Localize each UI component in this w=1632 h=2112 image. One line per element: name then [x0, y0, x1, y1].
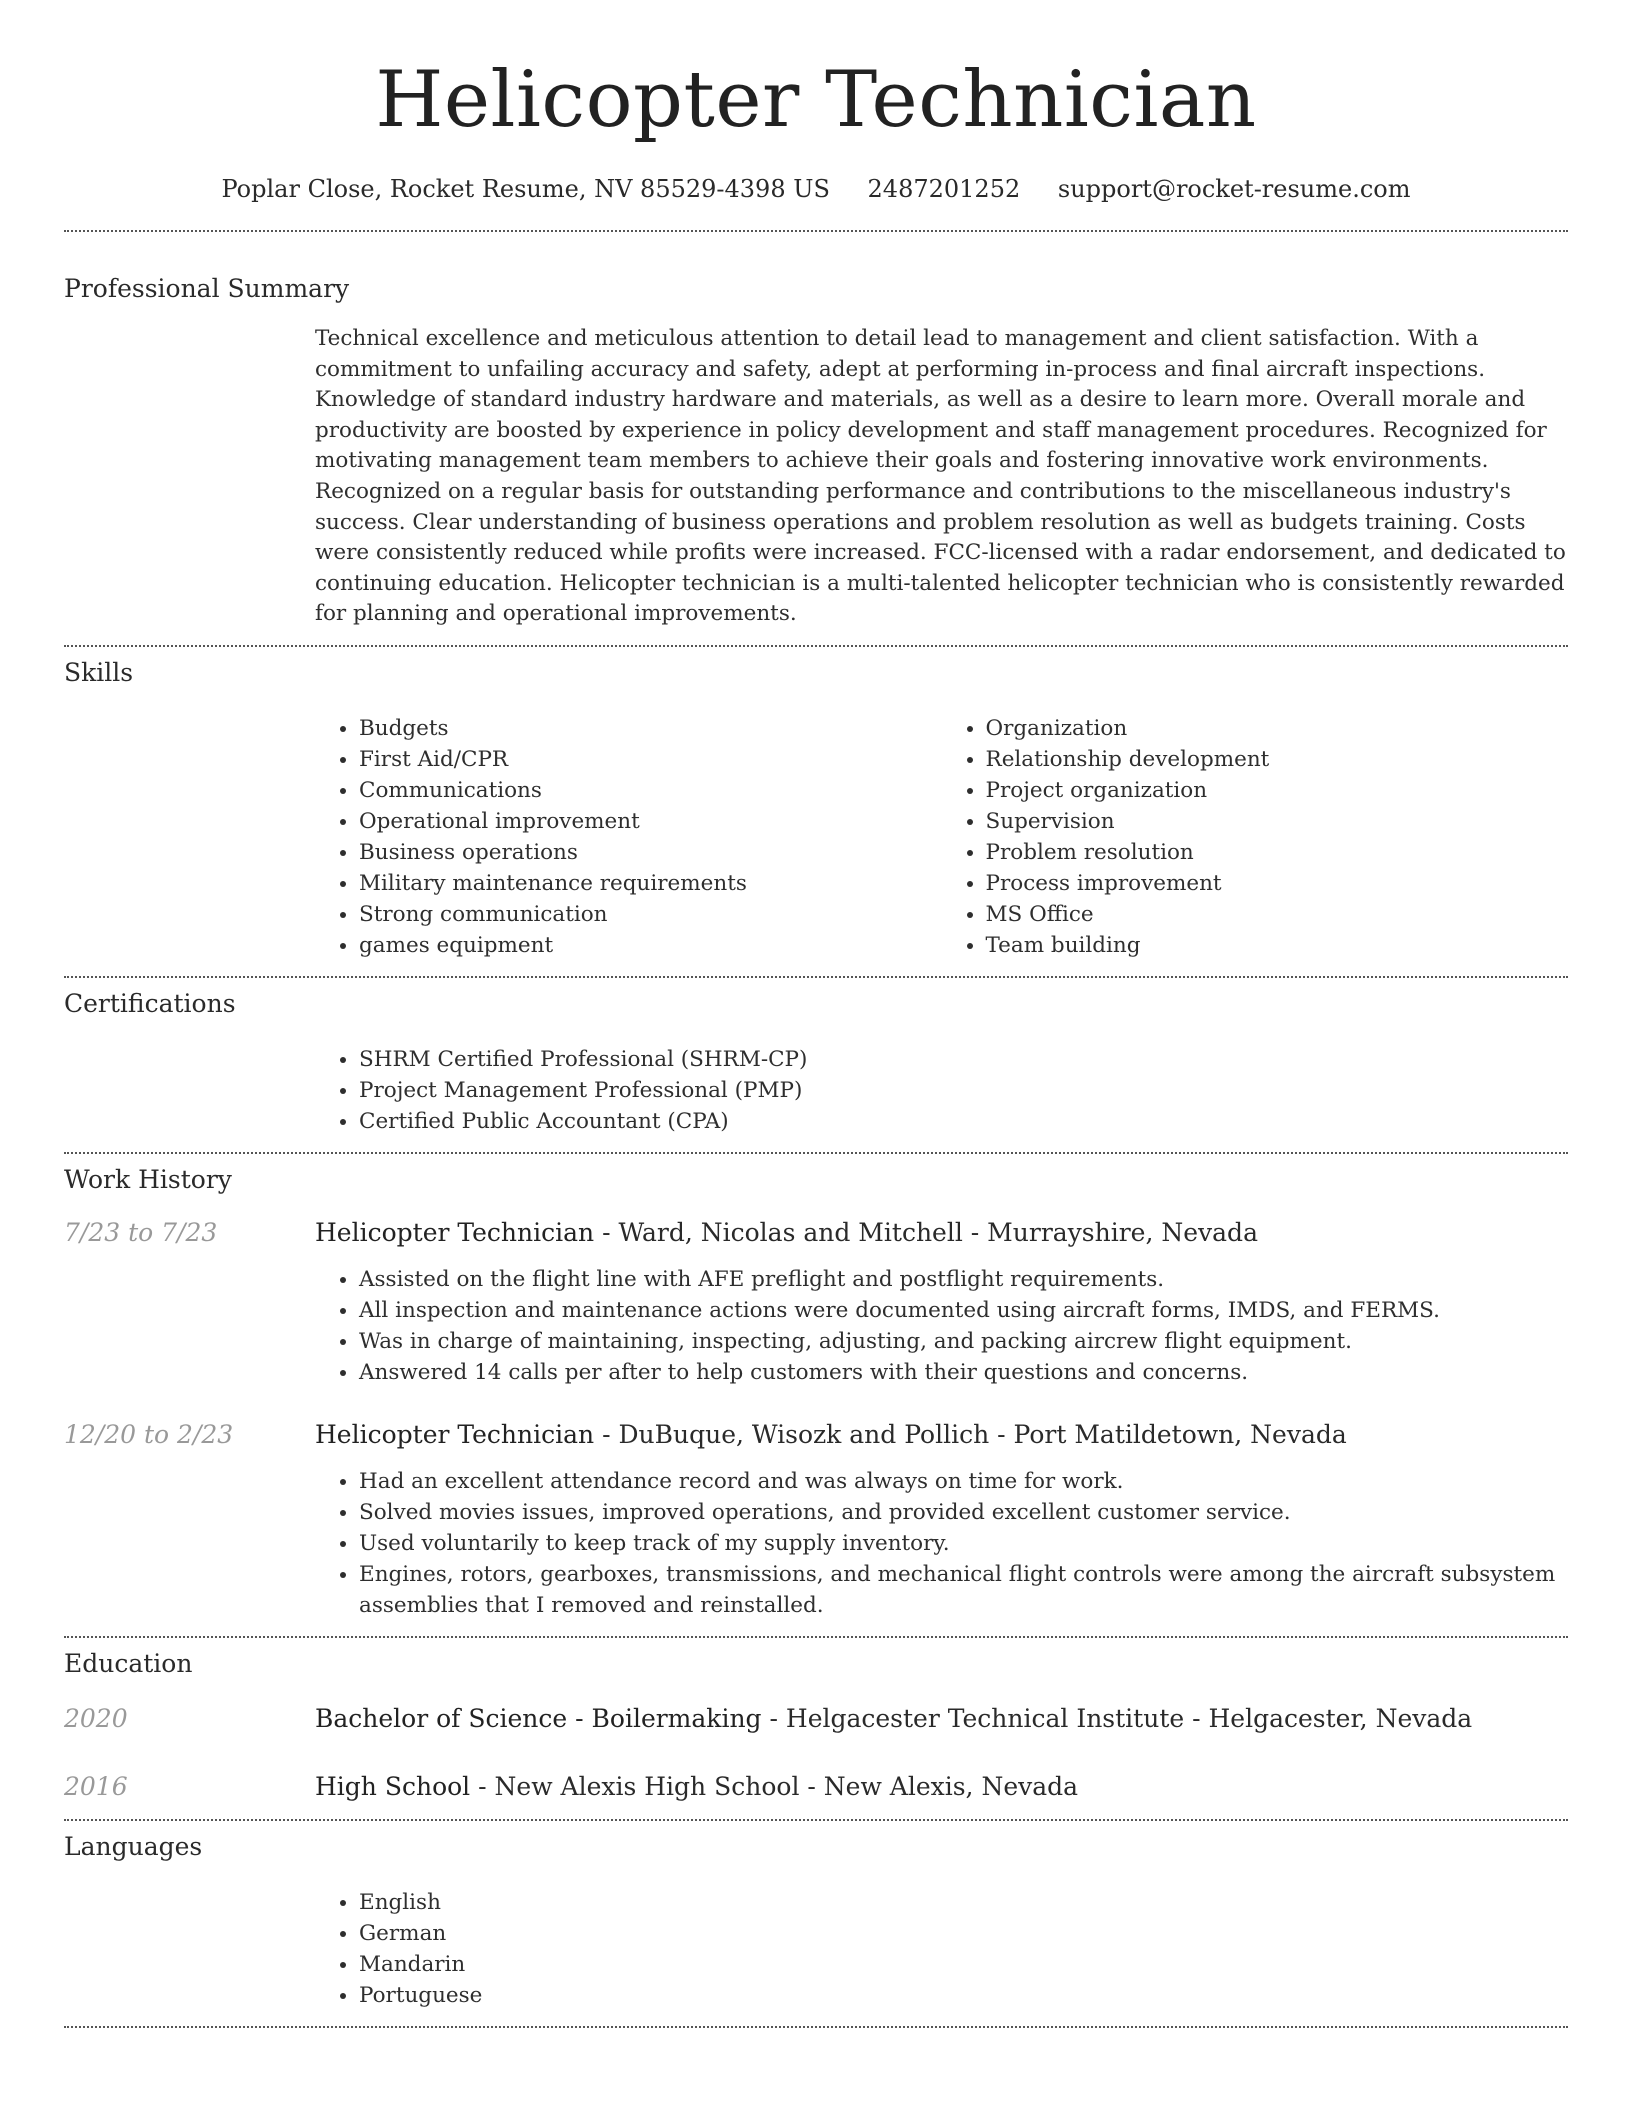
skills-column-left	[315, 713, 942, 961]
contact-line	[64, 174, 1568, 204]
list-item: • English	[359, 1887, 1568, 1918]
contact-email: support@rocket-resume.com	[1057, 175, 1411, 203]
list-item: • Was in charge of maintaining, inspecting, adjusting, and packing aircrew flight equipment.	[359, 1326, 1568, 1357]
section-title-skills: Skills	[64, 657, 134, 687]
job-title: Helicopter Technician	[315, 1419, 595, 1449]
job-entry	[64, 1216, 1568, 1388]
list-item: • Supervision	[986, 806, 1569, 837]
education-entry	[64, 1770, 1568, 1804]
languages-section	[64, 1832, 1568, 2011]
resume-page	[64, 0, 1568, 2028]
divider	[64, 230, 1568, 232]
job-employer: - Ward, Nicolas and Mitchell - Murrayshire, Nevada	[594, 1217, 1258, 1247]
list-item: • Had an excellent attendance record and was always on time for work.	[359, 1466, 1568, 1497]
list-item: • Strong communication	[359, 899, 942, 930]
list-item: • Budgets	[359, 713, 942, 744]
list-item: • Business operations	[359, 837, 942, 868]
section-title-languages: Languages	[64, 1831, 203, 1861]
job-title: Helicopter Technician	[315, 1217, 595, 1247]
list-item: • Project organization	[986, 775, 1569, 806]
skills-column-right	[942, 713, 1569, 961]
certifications-section	[64, 989, 1568, 1137]
candidate-name: Helicopter Technician	[375, 55, 1257, 145]
summary-text: Technical excellence and meticulous attention to detail lead to management and client satisfaction. With a commitment to unfailing accuracy and safety, adept at performing in-process and final aircraft inspections. Knowledge of standard industry hardware and materials, as well as a desire to learn more. Overall morale and productivity are boosted by experience in policy development and staff management procedures. Recognized for motivating management team members to achieve their goals and fostering innovative work environments. Recognized on a regular basis for outstanding performance and contributions to the miscellaneous industry's success. Clear understanding of business operations and problem resolution as well as budgets training. Costs were consistently reduced while profits were increased. FCC-licensed with a radar endorsement, and dedicated to continuing education. Helicopter technician is a multi-talented helicopter technician who is consistently rewarded for planning and operational improvements.	[315, 326, 1566, 627]
job-dates: 7/23 to 7/23	[64, 1217, 218, 1247]
job-heading	[315, 1418, 1568, 1452]
job-heading	[315, 1216, 1568, 1250]
job-entry	[64, 1418, 1568, 1621]
divider	[64, 1819, 1568, 1821]
education-section	[64, 1649, 1568, 1804]
job-duties	[315, 1466, 1568, 1621]
job-employer: - DuBuque, Wisozk and Pollich - Port Matildetown, Nevada	[594, 1419, 1347, 1449]
list-item: • Military maintenance requirements	[359, 868, 942, 899]
list-item: • Operational improvement	[359, 806, 942, 837]
education-heading	[315, 1702, 1568, 1736]
job-duties	[315, 1264, 1568, 1388]
education-degree: Bachelor of Science - Boilermaking	[315, 1703, 762, 1733]
list-item: • Mandarin	[359, 1949, 1568, 1980]
list-item: • Engines, rotors, gearboxes, transmissions, and mechanical flight controls were among the aircraft subsystem assemblies that I removed and reinstalled.	[359, 1559, 1568, 1621]
list-item: • Portuguese	[359, 1980, 1568, 2011]
list-item: • First Aid/CPR	[359, 744, 942, 775]
education-school: - New Alexis High School - New Alexis, Nevada	[470, 1771, 1079, 1801]
list-item: • Problem resolution	[986, 837, 1569, 868]
contact-address: Poplar Close, Rocket Resume, NV 85529-4398 US	[221, 175, 830, 203]
education-degree: High School	[315, 1771, 471, 1801]
divider	[64, 2026, 1568, 2028]
section-title-education: Education	[64, 1648, 193, 1678]
contact-phone: 2487201252	[867, 175, 1021, 203]
skills-section	[64, 658, 1568, 961]
education-year: 2020	[64, 1703, 128, 1733]
languages-list	[315, 1887, 1568, 2011]
list-item: • MS Office	[986, 899, 1569, 930]
list-item: • Communications	[359, 775, 942, 806]
divider	[64, 1152, 1568, 1154]
list-item: • All inspection and maintenance actions were documented using aircraft forms, IMDS, and FERMS.	[359, 1295, 1568, 1326]
education-school: - Helgacester Technical Institute - Helgacester, Nevada	[761, 1703, 1473, 1733]
divider	[64, 645, 1568, 647]
education-entry	[64, 1702, 1568, 1736]
list-item: • Team building	[986, 930, 1569, 961]
skills-list	[315, 713, 1568, 961]
list-item: • Solved movies issues, improved operations, and provided excellent customer service.	[359, 1497, 1568, 1528]
summary-section	[64, 274, 1568, 630]
work-history-section	[64, 1165, 1568, 1621]
list-item: • Project Management Professional (PMP)	[359, 1075, 1568, 1106]
list-item: • SHRM Certified Professional (SHRM-CP)	[359, 1044, 1568, 1075]
section-title-certifications: Certifications	[64, 988, 236, 1018]
list-item: • Used voluntarily to keep track of my supply inventory.	[359, 1528, 1568, 1559]
list-item: • Assisted on the flight line with AFE preflight and postflight requirements.	[359, 1264, 1568, 1295]
job-dates: 12/20 to 2/23	[64, 1419, 234, 1449]
list-item: • Relationship development	[986, 744, 1569, 775]
education-heading	[315, 1770, 1568, 1804]
list-item: • Process improvement	[986, 868, 1569, 899]
divider	[64, 1636, 1568, 1638]
section-title-summary: Professional Summary	[64, 274, 350, 303]
education-year: 2016	[64, 1771, 128, 1801]
divider	[64, 976, 1568, 978]
certifications-list	[315, 1044, 1568, 1137]
list-item: • German	[359, 1918, 1568, 1949]
list-item: • Organization	[986, 713, 1569, 744]
list-item: • games equipment	[359, 930, 942, 961]
list-item: • Answered 14 calls per after to help customers with their questions and concerns.	[359, 1357, 1568, 1388]
section-title-work-history: Work History	[64, 1164, 232, 1194]
list-item: • Certified Public Accountant (CPA)	[359, 1106, 1568, 1137]
